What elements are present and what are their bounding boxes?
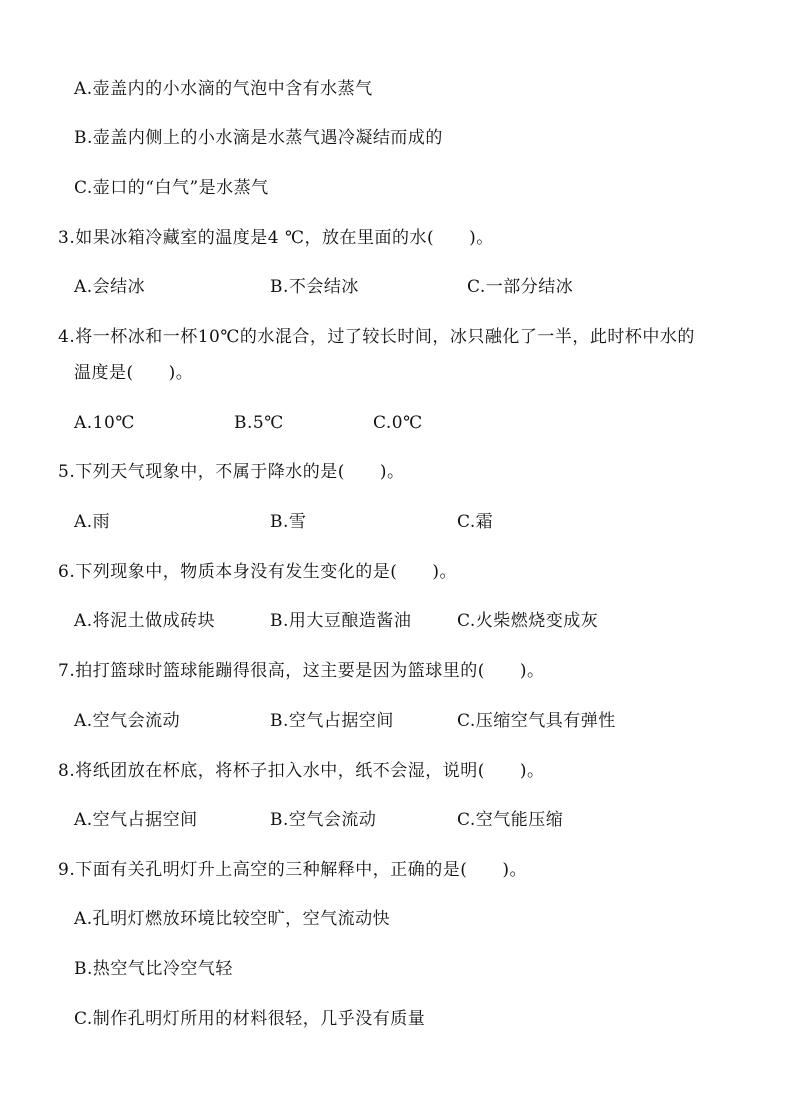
q8-option-a: A.空气占据空间 bbox=[74, 810, 198, 830]
q6-option-b: B.用大豆酿造酱油 bbox=[270, 611, 412, 631]
q7-option-b: B.空气占据空间 bbox=[270, 711, 394, 731]
q9-option-b: B.热空气比冷空气轻 bbox=[74, 959, 233, 979]
q3-option-b: B.不会结冰 bbox=[270, 277, 359, 297]
q9-option-a: A.孔明灯燃放环境比较空旷，空气流动快 bbox=[74, 909, 391, 929]
question-6-stem: 6.下列现象中，物质本身没有发生变化的是( )。 bbox=[58, 562, 457, 582]
question-3-stem: 3.如果冰箱冷藏室的温度是4 ℃，放在里面的水( )。 bbox=[58, 228, 494, 248]
q3-option-c: C.一部分结冰 bbox=[467, 277, 574, 297]
q5-option-a: A.雨 bbox=[74, 512, 111, 532]
question-4-stem-continued: 温度是( )。 bbox=[74, 363, 194, 383]
q9-option-c: C.制作孔明灯所用的材料很轻，几乎没有质量 bbox=[74, 1009, 426, 1029]
q5-option-b: B.雪 bbox=[270, 512, 307, 532]
q2-option-c: C.壶口的“白气”是水蒸气 bbox=[74, 178, 269, 198]
q7-option-a: A.空气会流动 bbox=[74, 711, 181, 731]
q3-option-a: A.会结冰 bbox=[74, 277, 146, 297]
q2-option-a: A.壶盖内的小水滴的气泡中含有水蒸气 bbox=[74, 79, 373, 99]
q7-option-c: C.压缩空气具有弹性 bbox=[457, 711, 616, 731]
q6-option-c: C.火柴燃烧变成灰 bbox=[457, 611, 599, 631]
q2-option-b: B.壶盖内侧上的小水滴是水蒸气遇冷凝结而成的 bbox=[74, 128, 443, 148]
q4-option-a: A.10℃ bbox=[74, 413, 135, 433]
question-8-stem: 8.将纸团放在杯底，将杯子扣入水中，纸不会湿，说明( )。 bbox=[58, 761, 545, 781]
q4-option-b: B.5℃ bbox=[234, 413, 284, 433]
q5-option-c: C.霜 bbox=[457, 512, 494, 532]
question-4-stem: 4.将一杯冰和一杯10℃的水混合，过了较长时间，冰只融化了一半，此时杯中水的 bbox=[58, 327, 695, 347]
q4-option-c: C.0℃ bbox=[373, 413, 423, 433]
q8-option-c: C.空气能压缩 bbox=[457, 810, 564, 830]
question-7-stem: 7.拍打篮球时篮球能蹦得很高，这主要是因为篮球里的( )。 bbox=[58, 661, 545, 681]
question-9-stem: 9.下面有关孔明灯升上高空的三种解释中，正确的是( )。 bbox=[58, 860, 527, 880]
q6-option-a: A.将泥土做成砖块 bbox=[74, 611, 216, 631]
question-5-stem: 5.下列天气现象中，不属于降水的是( )。 bbox=[58, 462, 405, 482]
q8-option-b: B.空气会流动 bbox=[270, 810, 377, 830]
